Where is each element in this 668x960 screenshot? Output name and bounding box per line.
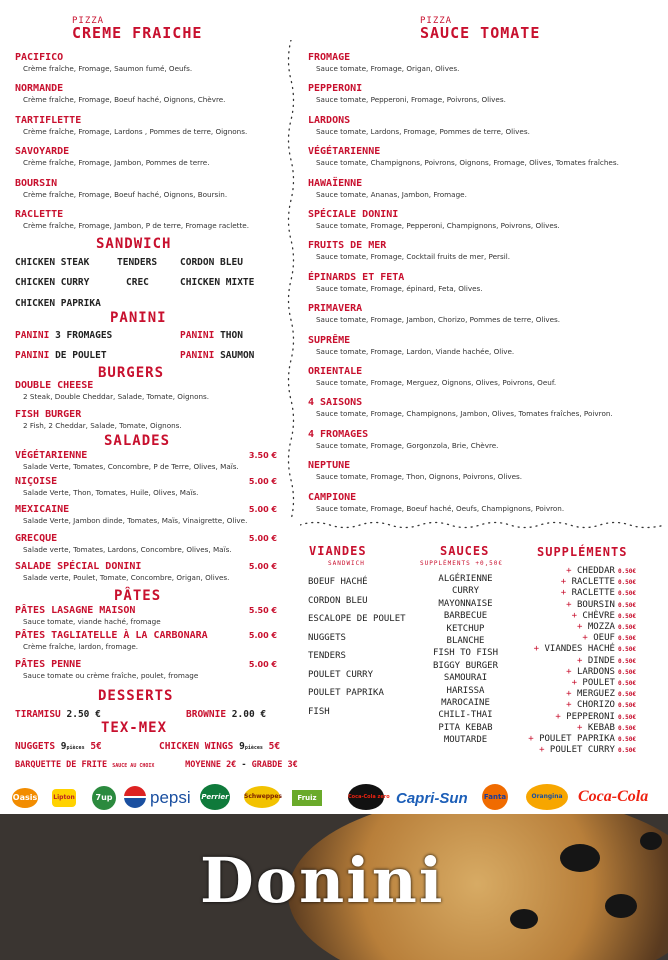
pizza-desc: Sauce tomate, Lardons, Fromage, Pommes de terre, Olives. (316, 126, 530, 136)
fanta-logo: Fanta (482, 784, 508, 810)
sauce-item: MAROCAINE (441, 698, 490, 709)
supplement-price: 0.50€ (617, 590, 636, 598)
supplement-name: POULET (582, 678, 615, 688)
perrier-logo: Perrier (200, 784, 230, 810)
viandes-subtitle: SANDWICH (328, 560, 365, 567)
salade-price: 5.00 € (248, 505, 277, 514)
sauce-item: BARBECUE (443, 611, 488, 622)
supplement-item (561, 577, 636, 587)
supplement-price: 0.50€ (617, 624, 636, 631)
plus-icon: + (566, 700, 577, 711)
section-divider (300, 518, 665, 532)
plus-icon: + (555, 711, 567, 722)
supplement-price: 0.50€ (617, 680, 636, 687)
supplement-price: 0.50€ (617, 601, 636, 609)
pizza-desc: Crème fraîche, Fromage, Jambon, P de terre, Fromage raclette. (23, 221, 250, 230)
olive-icon (605, 894, 637, 918)
pizza-desc: Sauce tomate, Pepperoni, Fromage, Poivrons, Olives. (316, 95, 506, 105)
pizza-name: ÉPINARDS ET FETA (308, 271, 405, 283)
plus-icon: + (577, 655, 588, 666)
supplement-name: CHEDDAR (577, 566, 615, 576)
footer-banner (0, 814, 668, 960)
pizza-desc: Sauce tomate, Fromage, épinard, Feta, Olives. (316, 283, 483, 293)
pizza-item (308, 115, 530, 137)
plus-icon: + (560, 588, 572, 599)
viande-item: ESCALOPE DE POULET (308, 614, 406, 624)
pizza-desc: Sauce tomate, Fromage, Jambon, Chorizo, Pommes de terre, Olives. (316, 315, 561, 325)
plus-icon: + (533, 644, 545, 655)
supplement-price: 0.50€ (617, 747, 636, 755)
pizza-item (308, 83, 506, 105)
pizza-name: PACIFICO (15, 52, 64, 63)
sandwich-title: SANDWICH (96, 236, 172, 252)
supplement-name: LARDONS (577, 666, 615, 677)
pizza-desc: Sauce tomate, Fromage, Pepperoni, Champignons, Poivrons, Olives. (316, 221, 560, 230)
olive-icon (640, 832, 662, 850)
sandwich-item: CORDON BLEU (180, 257, 243, 268)
sauce-item: BLANCHE (446, 636, 485, 647)
supplements-list (520, 566, 636, 756)
coca-zero-logo: Coca-Cola zero (348, 784, 384, 810)
pepsi-globe-icon (124, 786, 146, 808)
plus-icon: + (582, 633, 594, 644)
tomate-kicker: PIZZA (420, 16, 453, 26)
salade-item (15, 450, 239, 472)
pates-desc: Sauce tomate ou crème fraîche, poulet, fromage (23, 671, 199, 680)
sandwich-item: CHICKEN CURRY (15, 277, 90, 288)
pates-name: PÂTES PENNE (15, 659, 82, 670)
burger-item (15, 409, 182, 431)
cocacola-logo: Coca-Cola (578, 788, 649, 805)
viande-item: TENDERS (308, 651, 346, 661)
plus-icon: + (560, 577, 572, 588)
pizza-desc: Sauce tomate, Fromage, Thon, Oignons, Poivrons, Olives. (316, 472, 523, 482)
pizza-desc: Crème fraîche, Fromage, Jambon, Pommes de terre. (23, 158, 210, 167)
supplement-item (572, 611, 636, 621)
salade-name: GRECQUE (15, 533, 58, 544)
sauce-item: CHILI-THAI (438, 710, 493, 721)
sauces-subtitle: SUPPLÉMENTS +0,50€ (420, 560, 504, 567)
pizza-item (308, 397, 613, 419)
supplement-name: POULET CURRY (549, 745, 615, 756)
pizza-desc: Crème fraîche, Fromage, Saumon fumé, Oeufs. (23, 64, 193, 73)
salade-price: 3.50 € (248, 451, 277, 460)
salade-desc: Salade verte, Tomates, Lardons, Concombre, Olives, Maïs. (23, 545, 232, 554)
creme-kicker: PIZZA (72, 16, 105, 26)
plus-icon: + (571, 678, 583, 688)
olive-icon (510, 909, 538, 929)
supplement-name: OEUF (593, 633, 615, 644)
wings-item: CHICKEN WINGS 9pièces 5€ (159, 741, 281, 752)
sauce-item: HARISSA (446, 685, 485, 696)
salade-desc: Salade Verte, Jambon dinde, Tomates, Maïs, Vinaigrette, Olive. (23, 516, 248, 525)
pizza-item (15, 146, 209, 168)
plus-icon: + (539, 745, 550, 756)
7up-logo: 7up (92, 786, 116, 810)
supplement-price: 0.50€ (617, 736, 636, 743)
pizza-name: NORMANDE (15, 83, 64, 94)
pizza-desc: Sauce tomate, Fromage, Lardon, Viande hachée, Olive. (316, 346, 515, 356)
supplement-item (566, 667, 636, 677)
supplement-price: 0.50€ (617, 691, 636, 699)
pizza-name: PRIMAVERA (308, 303, 363, 315)
sauce-item: SAMOURAI (443, 673, 488, 684)
pizza-item (15, 178, 227, 200)
sauce-item: MAYONNAISE (438, 598, 493, 609)
plus-icon: + (566, 689, 577, 700)
salade-name: NIÇOISE (15, 476, 58, 487)
pizza-name: HAWAÏENNE (308, 177, 363, 189)
column-divider (284, 40, 298, 520)
plus-icon: + (566, 666, 577, 677)
lipton-logo: Lipton (52, 789, 76, 807)
supplement-item (566, 566, 636, 576)
plus-icon: + (571, 610, 583, 621)
pizza-item (15, 209, 249, 231)
panini-title: PANINI (110, 310, 167, 326)
panini-item: PANINI THON (180, 330, 243, 341)
supplement-price: 0.50€ (617, 568, 636, 575)
supplement-item (577, 723, 636, 733)
texmex-title: TEX-MEX (101, 720, 168, 736)
salade-price: 5.00 € (248, 477, 277, 486)
supplements-title: SUPPLÉMENTS (537, 545, 628, 559)
supplement-price: 0.50€ (617, 702, 636, 710)
sauces-title: SAUCES (440, 544, 490, 558)
supplement-price: 0.50€ (617, 635, 636, 643)
sauce-item: CURRY (451, 586, 480, 597)
pizza-item (308, 460, 522, 482)
salade-name: VÉGÉTARIENNE (15, 450, 88, 461)
pizza-item (308, 366, 556, 388)
pizza-name: 4 SAISONS (308, 397, 363, 409)
sandwich-item: CREC (126, 277, 149, 288)
pates-title: PÂTES (114, 588, 162, 604)
supplement-price: 0.50€ (617, 657, 636, 665)
supplement-item (561, 588, 636, 598)
pizza-desc: Sauce tomate, Champignons, Poivrons, Oignons, Fromage, Olives, Tomates fraîches. (316, 158, 619, 168)
viande-item: BOEUF HACHÉ (308, 577, 368, 587)
pizza-name: ORIENTALE (308, 366, 363, 377)
brand-logo: Donini (200, 844, 445, 917)
pizza-name: CAMPIONE (308, 491, 357, 503)
olive-icon (560, 844, 600, 872)
pizza-name: TARTIFLETTE (15, 115, 82, 126)
plus-icon: + (566, 566, 577, 576)
supplement-price: 0.50€ (617, 724, 636, 732)
pizza-desc: Sauce tomate, Fromage, Champignons, Jambon, Olives, Tomates fraîches, Poivron. (316, 409, 613, 419)
sandwich-item: CHICKEN STEAK (15, 257, 90, 268)
pates-price: 5.00 € (248, 660, 277, 669)
pates-name: PÂTES LASAGNE MAISON (15, 605, 136, 616)
supplement-item (555, 712, 636, 722)
panini-item: PANINI SAUMON (180, 350, 255, 361)
pizza-name: FROMAGE (308, 52, 351, 63)
supplement-name: RACLETTE (571, 577, 615, 588)
pizza-item (308, 240, 510, 262)
pates-item (15, 659, 198, 681)
salade-item (15, 476, 198, 498)
salade-desc: Salade verte, Poulet, Tomate, Concombre, Origan, Olives. (23, 573, 230, 582)
supplement-name: VIANDES HACHÉ (544, 644, 615, 655)
supplement-item (582, 633, 636, 643)
pizza-name: SUPRÊME (308, 334, 351, 346)
pizza-name: NEPTUNE (308, 460, 351, 472)
burger-name: FISH BURGER (15, 409, 82, 420)
supplement-name: POULET PAPRIKA (539, 734, 615, 744)
pizza-item (308, 303, 560, 325)
supplement-item (566, 600, 636, 610)
pates-price: 5.00 € (248, 631, 277, 640)
pizza-item (308, 492, 564, 514)
pizza-item (15, 52, 192, 74)
pizza-desc: Sauce tomate, Fromage, Cocktail fruits de mer, Persil. (316, 252, 510, 262)
viande-item: POULET PAPRIKA (308, 688, 384, 698)
plus-icon: + (577, 722, 588, 733)
supplement-price: 0.50€ (617, 713, 636, 721)
orangina-logo: Orangina (526, 784, 568, 810)
supplement-name: PEPPERONI (566, 711, 615, 722)
sauce-item: MOUTARDE (443, 735, 488, 746)
supplement-item (577, 656, 636, 666)
desserts-title: DESSERTS (98, 688, 174, 704)
burger-desc: 2 Fish, 2 Cheddar, Salade, Tomate, Oignons. (23, 421, 182, 430)
viande-item: CORDON BLEU (308, 595, 368, 606)
sandwich-item: CHICKEN MIXTE (180, 277, 255, 288)
plus-icon: + (528, 734, 540, 744)
supplement-name: DINDE (587, 655, 615, 666)
drinks-logo-strip (0, 778, 668, 816)
pates-desc: Sauce tomate, viande haché, fromage (23, 617, 161, 626)
dessert-item: TIRAMISU 2.50 € (15, 709, 101, 720)
schweppes-logo: Schweppes (244, 786, 280, 808)
salade-price: 5.00 € (248, 534, 277, 543)
salade-desc: Salade Verte, Thon, Tomates, Huile, Olives, Maïs. (23, 488, 199, 497)
viande-item: POULET CURRY (308, 669, 374, 680)
pates-name: PÂTES TAGLIATELLE À LA CARBONARA (15, 630, 208, 641)
pizza-item (308, 429, 498, 451)
panini-item: PANINI DE POULET (15, 350, 107, 361)
caprisun-logo: Capri-Sun (396, 790, 468, 807)
pizza-item (308, 52, 459, 74)
frites-item: BARQUETTE DE FRITE SAUCE AU CHOIX MOYENNE 2€ - GRABDE 3€ (15, 760, 298, 770)
supplement-item (566, 689, 636, 699)
pizza-name: LARDONS (308, 114, 351, 126)
pates-item (15, 630, 208, 652)
tomate-title: SAUCE TOMATE (420, 24, 541, 42)
supplement-name: RACLETTE (571, 588, 615, 599)
sauce-item: KETCHUP (446, 623, 485, 634)
pizza-desc: Sauce tomate, Fromage, Gorgonzola, Brie, Chèvre. (316, 440, 499, 450)
supplement-price: 0.50€ (617, 646, 636, 654)
supplement-item (534, 644, 636, 654)
pizza-desc: Sauce tomate, Fromage, Merguez, Oignons, Olives, Poivrons, Oeuf. (316, 378, 557, 387)
salade-name: MEXICAINE (15, 504, 70, 515)
burgers-title: BURGERS (98, 365, 165, 381)
dessert-item: BROWNIE 2.00 € (186, 709, 267, 720)
supplement-name: MOZZA (587, 622, 615, 632)
supplement-item (539, 745, 636, 755)
pizza-item (308, 335, 514, 357)
oasis-logo: Oasis (12, 788, 38, 808)
pizza-name: SAVOYARDE (15, 146, 70, 157)
pizza-name: PEPPERONI (308, 83, 363, 95)
viande-item: NUGGETS (308, 632, 346, 643)
fruiz-logo: Fruiz (292, 790, 322, 806)
pizza-desc: Sauce tomate, Ananas, Jambon, Fromage. (316, 189, 467, 199)
pizza-desc: Crème fraîche, Fromage, Boeuf haché, Oignons, Boursin. (23, 190, 228, 199)
plus-icon: + (566, 599, 577, 610)
supplement-name: CHORIZO (577, 700, 615, 711)
pizza-name: 4 FROMAGES (308, 428, 369, 440)
supplement-item (577, 622, 636, 632)
pizza-name: RACLETTE (15, 209, 64, 220)
supplement-name: CHÈVRE (582, 610, 615, 621)
burger-name: DOUBLE CHEESE (15, 380, 94, 391)
pizza-item (15, 83, 225, 105)
salade-price: 5.00 € (248, 562, 277, 571)
pizza-desc: Sauce tomate, Fromage, Origan, Olives. (316, 64, 460, 73)
salade-name: SALADE SPÉCIAL DONINI (15, 561, 142, 572)
salade-item (15, 504, 247, 526)
pizza-item (308, 209, 560, 231)
sauce-item: PITA KEBAB (438, 722, 493, 733)
pizza-name: BOURSIN (15, 178, 58, 189)
pates-price: 5.50 € (248, 606, 277, 615)
supplement-item (528, 734, 636, 744)
supplement-name: BOURSIN (577, 599, 615, 610)
creme-title: CREME FRAICHE (72, 24, 203, 42)
supplement-item (572, 678, 636, 688)
pizza-name: FRUITS DE MER (308, 240, 387, 252)
sandwich-item: CHICKEN PAPRIKA (15, 298, 101, 309)
pates-desc: Crème fraîche, lardon, fromage. (23, 642, 139, 651)
sauce-item: FISH TO FISH (432, 648, 499, 659)
viande-item: FISH (308, 706, 330, 717)
panini-item: PANINI 3 FROMAGES (15, 330, 113, 341)
pizza-item (308, 146, 619, 168)
viandes-title: VIANDES (309, 544, 367, 558)
pates-item (15, 605, 161, 627)
pizza-item (308, 272, 483, 294)
burger-desc: 2 Steak, Double Cheddar, Salade, Tomate, Oignons. (23, 392, 210, 401)
supplement-name: MERGUEZ (577, 689, 615, 700)
salade-item (15, 561, 229, 583)
supplement-name: KEBAB (587, 722, 615, 733)
salade-desc: Salade Verte, Tomates, Concombre, P de Terre, Olives, Maïs. (23, 462, 239, 471)
supplement-price: 0.50€ (617, 579, 636, 587)
salades-title: SALADES (104, 433, 171, 449)
sandwich-item: TENDERS (117, 257, 158, 268)
sauce-item: BIGGY BURGER (432, 660, 499, 671)
burger-item (15, 380, 209, 402)
plus-icon: + (577, 622, 588, 632)
sauce-item: ALGÉRIENNE (438, 574, 493, 584)
supplement-price: 0.50€ (617, 612, 636, 620)
pizza-name: VÉGÉTARIENNE (308, 146, 381, 158)
pizza-desc: Sauce tomate, Fromage, Boeuf haché, Oeufs, Champignons, Poivron. (316, 503, 565, 513)
pizza-item (15, 115, 247, 137)
pepsi-logo: pepsi (150, 788, 191, 807)
supplement-item (566, 700, 636, 710)
sauces-list (418, 573, 513, 747)
pizza-item (308, 178, 467, 200)
pizza-name: SPÉCIALE DONINI (308, 209, 399, 220)
salade-item (15, 533, 232, 555)
nuggets-item: NUGGETS 9pièces 5€ (15, 741, 102, 752)
pizza-desc: Crème fraîche, Fromage, Boeuf haché, Oignons, Chèvre. (23, 95, 226, 104)
pizza-desc: Crème fraîche, Fromage, Lardons , Pommes de terre, Oignons. (23, 127, 248, 136)
supplement-price: 0.50€ (617, 668, 636, 676)
